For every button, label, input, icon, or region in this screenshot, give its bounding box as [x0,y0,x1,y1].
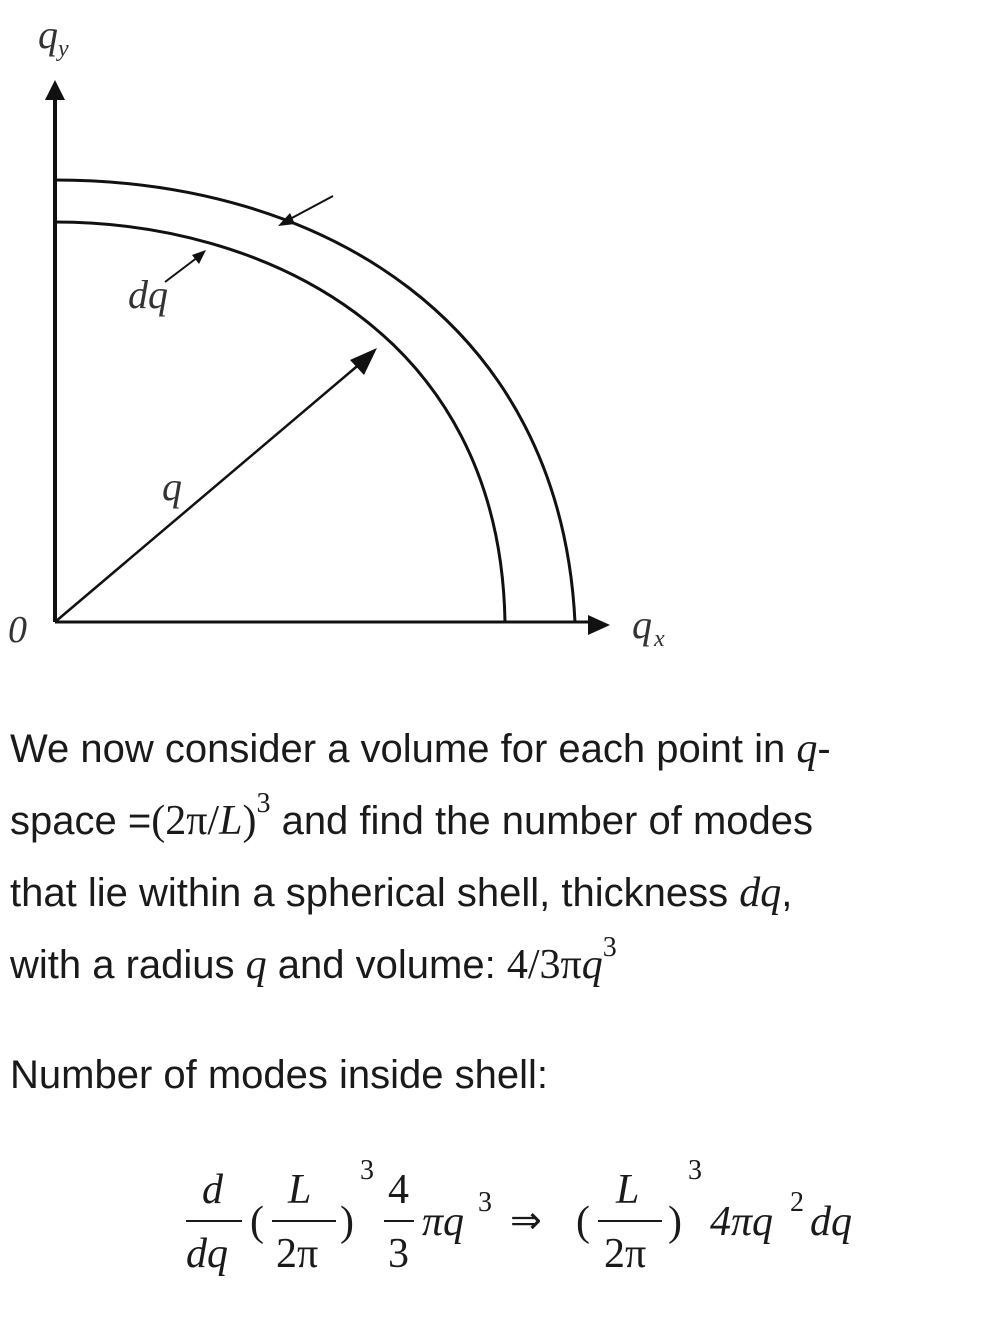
line2-rest: and find the number of modes [270,799,814,843]
eq-L-numerator-2: L [616,1167,640,1213]
paragraph-line-3 [10,857,1000,929]
paragraph-line-1 [10,713,1000,785]
qy-subscript: y [58,36,69,62]
eq-four-pi-q: 4πq [710,1199,774,1245]
qx-subscript: x [654,626,665,652]
radius-label: q [162,464,182,509]
line2-math: (2π/ [151,798,220,844]
radius-vector [55,362,362,622]
line2-math-close: ) [242,798,257,844]
line3-text: that lie within a spherical shell, thickness [10,871,740,915]
line1-hyphen: - [817,727,831,771]
qx-axis-arrowhead [588,615,610,635]
eq-open-paren-1: ( [250,1199,264,1245]
dq-arrowhead [192,250,206,264]
modes-heading: Number of modes inside shell: [10,1053,549,1097]
line1-var: q [796,726,818,772]
modes-equation [180,1145,900,1295]
eq-2pi-denominator-1: 2π [276,1231,319,1277]
eq-implies-arrow: ⇒ [510,1200,542,1242]
line4-exponent: 3 [602,932,617,963]
eq-d-denominator: dq [186,1231,228,1277]
line4-text: with a radius [10,943,246,987]
radius-arrowhead [350,348,377,375]
qy-axis-arrowhead [45,80,65,100]
line2-math-var: L [219,798,243,844]
paragraph-line-2 [10,785,1000,862]
line4-var: q [245,942,267,988]
thickness-label: dq [128,272,168,317]
eq-open-paren-2: ( [576,1199,590,1245]
eq-three-denominator: 3 [388,1231,409,1277]
line4-math-var: q [581,942,603,988]
outer-pointer-arrow [290,196,333,219]
eq-2pi-denominator-2: 2π [604,1231,647,1277]
dq-arrow [165,257,198,282]
line2-exponent: 3 [256,788,271,819]
line4-math: 4/3π [506,942,582,988]
eq-pi-q: πq [422,1199,465,1245]
eq-close-paren-1: ) [340,1199,354,1245]
eq-close-paren-2: ) [668,1199,682,1245]
eq-dq: dq [810,1199,852,1245]
line2-text: space = [10,799,152,843]
line1-text: We now consider a volume for each point in [10,727,797,771]
qx-label: q [632,602,652,647]
eq-exponent-3-1: 3 [360,1155,374,1186]
origin-label: 0 [8,609,27,651]
eq-exponent-3-2: 3 [688,1155,702,1186]
eq-d-numerator: d [202,1167,223,1213]
eq-q-exponent-2: 2 [790,1187,804,1218]
q-space-shell-diagram [0,0,700,680]
line4-mid: and volume: [266,943,507,987]
paragraph-line-4 [10,929,1000,1006]
qy-label: q [38,12,58,57]
eq-four-numerator: 4 [388,1167,409,1213]
eq-L-numerator-1: L [288,1167,312,1213]
eq-q-exponent-3: 3 [478,1187,492,1218]
inner-arc [55,222,505,622]
line3-var: dq [739,870,782,916]
line3-comma: , [781,871,793,915]
